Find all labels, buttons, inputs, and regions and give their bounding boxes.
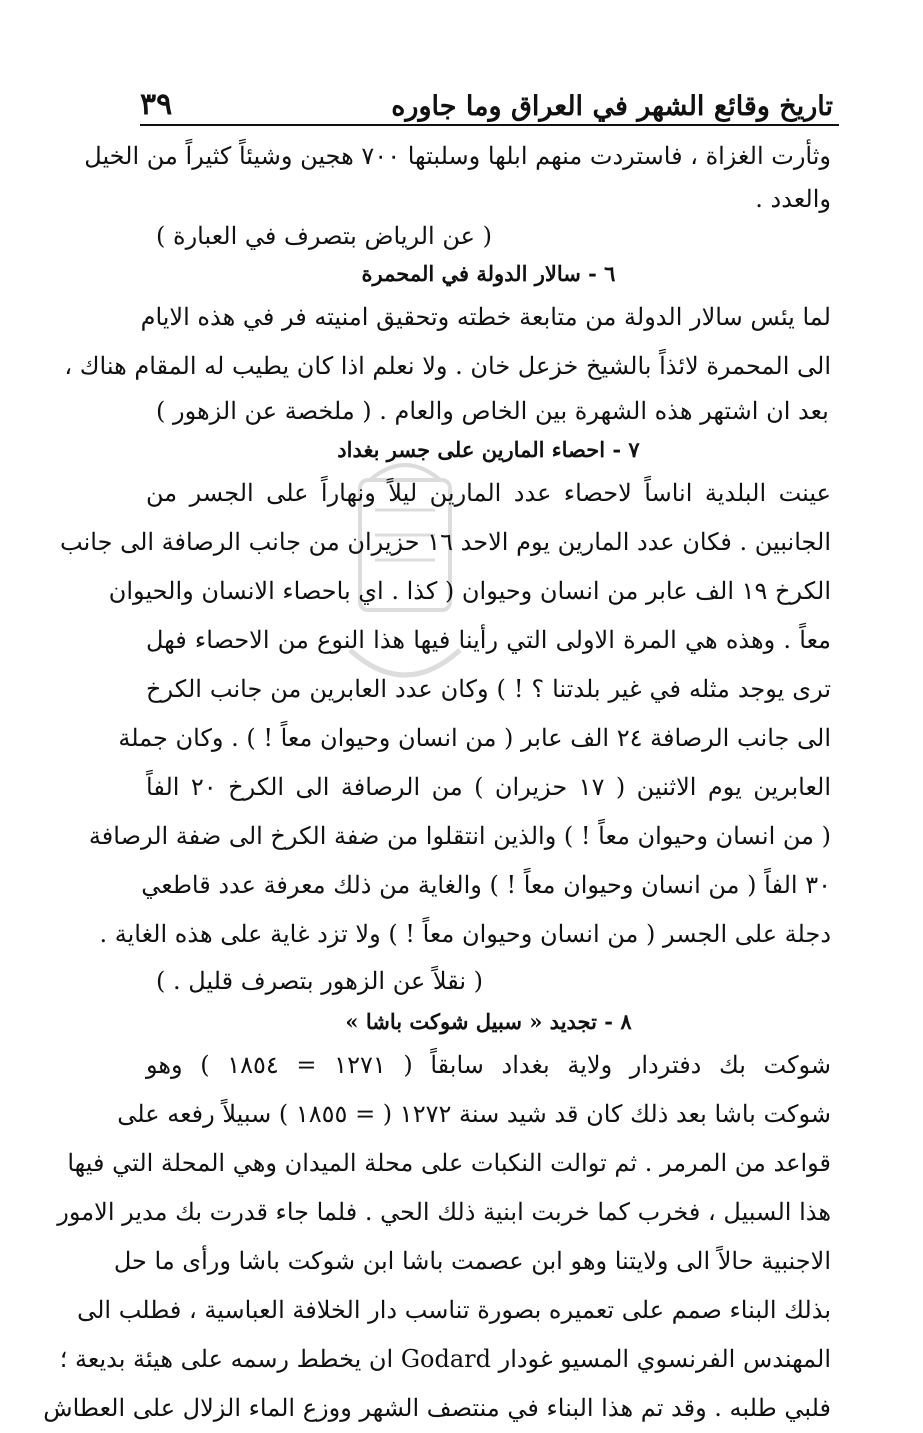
- text-line: هذا السبيل ، فخرب كما خربت ابنية ذلك الحي . فلما جاء قدرت بك مدير الامور: [57, 1198, 831, 1226]
- text-line: الجانبين . فكان عدد المارين يوم الاحد ١٦ حزيران من جانب الرصافة الى جانب: [60, 528, 831, 556]
- source-citation: ( نقلاً عن الزهور بتصرف قليل . ): [156, 967, 484, 995]
- text-line: الاجنبية حالاً الى ولايتنا وهو ابن عصمت باشا ابن شوكت باشا ورأى ما حل: [113, 1247, 831, 1275]
- text-line: ( من انسان وحيوان معاً ! ) والذين انتقلوا من ضفة الكرخ الى ضفة الرصافة: [88, 822, 831, 850]
- text-line: الى جانب الرصافة ٢٤ الف عابر ( من انسان وحيوان معاً ! ) . وكان جملة: [118, 724, 831, 752]
- running-title: تاريخ وقائع الشهر في العراق وما جاوره: [391, 91, 833, 122]
- text-line: المهندس الفرنسوي المسيو غودار Godard ان يخطط رسمه على هيئة بديعة ؛: [59, 1345, 831, 1373]
- text-line: قواعد من المرمر . ثم توالت النكبات على محلة الميدان وهي المحلة التي فيها: [67, 1149, 831, 1177]
- text-line: العابرين يوم الاثنين ( ١٧ حزيران ) من الرصافة الى الكرخ ٢٠ الفاً: [146, 773, 832, 801]
- text-line: معاً . وهذه هي المرة الاولى التي رأينا فيها هذا النوع من الاحصاء فهل: [146, 626, 832, 654]
- text-line: شوكت بك دفتردار ولاية بغداد سابقاً ( ١٢٧١ = ١٨٥٤ ) وهو: [146, 1051, 832, 1079]
- text-line: والعدد .: [755, 185, 831, 213]
- section-heading: ٨ - تجديد « سبيل شوكت باشا »: [345, 1009, 632, 1034]
- header-rule: [140, 124, 839, 126]
- text-line: وثأرت الغزاة ، فاستردت منهم ابلها وسلبتها ٧٠٠ هجين وشيئاً كثيراً من الخيل: [84, 142, 831, 170]
- text-line: بعد ان اشتهر هذه الشهرة بين الخاص والعام . ( ملخصة عن الزهور ): [156, 397, 829, 425]
- text-line: ترى يوجد مثله في غير بلدتنا ؟ ! ) وكان عدد العابرين من جانب الكرخ: [146, 675, 831, 703]
- text-line: لما يئس سالار الدولة من متابعة خطته وتحقيق امنيته فر في هذه الايام: [140, 303, 831, 331]
- text-line: بذلك البناء صمم على تعميره بصورة تناسب دار الخلافة العباسية ، فطلب الى: [77, 1296, 831, 1324]
- page-header: [140, 78, 833, 122]
- text-line: عينت البلدية اناساً لاحصاء عدد المارين ليلاً ونهاراً على الجسر من: [146, 479, 831, 507]
- text-line: ٣٠ الفاً ( من انسان وحيوان معاً ! ) والغاية من ذلك معرفة عدد قاطعي: [141, 871, 831, 899]
- text-line: فلبي طلبه . وقد تم هذا البناء في منتصف الشهر ووزع الماء الزلال على العطاش: [43, 1394, 831, 1422]
- section-heading: ٦ - سالار الدولة في المحمرة: [361, 261, 616, 286]
- text-line: دجلة على الجسر ( من انسان وحيوان معاً ! ) ولا تزد غاية على هذه الغاية .: [99, 920, 831, 948]
- article-body: [43, 132, 832, 1433]
- section-heading: ٧ - احصاء المارين على جسر بغداد: [337, 437, 640, 462]
- text-line: الكرخ ١٩ الف عابر من انسان وحيوان ( كذا . اي باحصاء الانسان والحيوان: [108, 577, 831, 605]
- page-number: ٣٩: [140, 87, 173, 122]
- text-line: الى المحمرة لائذاً بالشيخ خزعل خان . ولا نعلم اذا كان يطيب له المقام هناك ،: [64, 352, 831, 380]
- source-citation: ( عن الرياض بتصرف في العبارة ): [156, 222, 492, 250]
- text-line: شوكت باشا بعد ذلك كان قد شيد سنة ١٢٧٢ ( = ١٨٥٥ ) سبيلاً رفعه على: [117, 1100, 831, 1128]
